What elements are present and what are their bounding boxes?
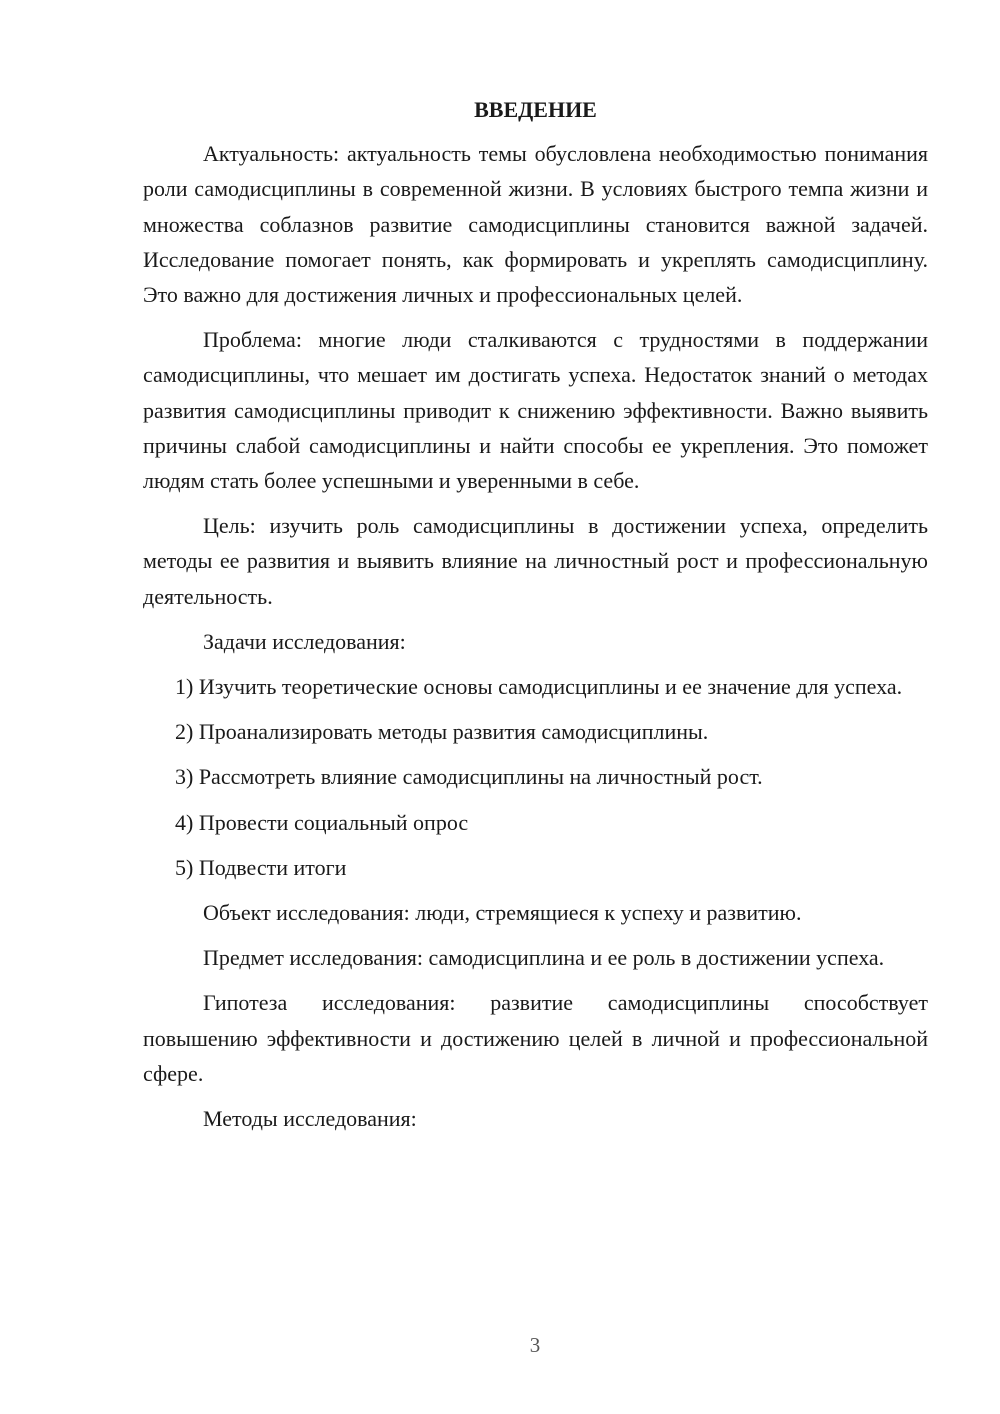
research-object-paragraph: Объект исследования: люди, стремящиеся к успеху и развитию. [203,900,802,926]
problem-paragraph: Проблема: многие люди сталкиваются с трудностями в поддержании самодисциплины, что мешает им достигать успеха. Недостаток знаний о методах развития самодисциплины приводит к снижению эффективности. Важно выявить причины слабой самодисциплины и найти способы ее укрепления. Это поможет людям стать более успешными и уверенными в себе. [143,327,928,494]
hypothesis-paragraph: Гипотеза исследования: развитие самодисциплины способствует повышению эффективности и достижению целей в личной и профессиональной сфере. [143,990,928,1086]
document-body [143,92,928,1146]
tasks-heading: Задачи исследования: [203,628,406,654]
task-item-5: 5) Подвести итоги [175,854,347,880]
methods-heading: Методы исследования: [203,1106,417,1132]
goal-paragraph: Цель: изучить роль самодисциплины в достижении успеха, определить методы ее развития и выявить влияние на личностный рост и профессиональную деятельность. [143,513,928,609]
task-item-2: 2) Проанализировать методы развития самодисциплины. [175,719,709,745]
task-item-1: 1) Изучить теоретические основы самодисциплины и ее значение для успеха. [175,674,903,700]
relevance-paragraph: Актуальность: актуальность темы обусловлена необходимостью понимания роли самодисциплины в современной жизни. В условиях быстрого темпа жизни и множества соблазнов развитие самодисциплины становится важной задачей. Исследование помогает понять, как формировать и укреплять самодисциплину. Это важно для достижения личных и профессиональных целей. [143,141,928,308]
task-item-3: 3) Рассмотреть влияние самодисциплины на личностный рост. [175,764,763,790]
task-item-4: 4) Провести социальный опрос [175,809,469,835]
research-subject-paragraph: Предмет исследования: самодисциплина и ее роль в достижении успеха. [203,945,885,971]
page-number: 3 [529,1333,541,1357]
section-title: ВВЕДЕНИЕ [474,97,597,122]
